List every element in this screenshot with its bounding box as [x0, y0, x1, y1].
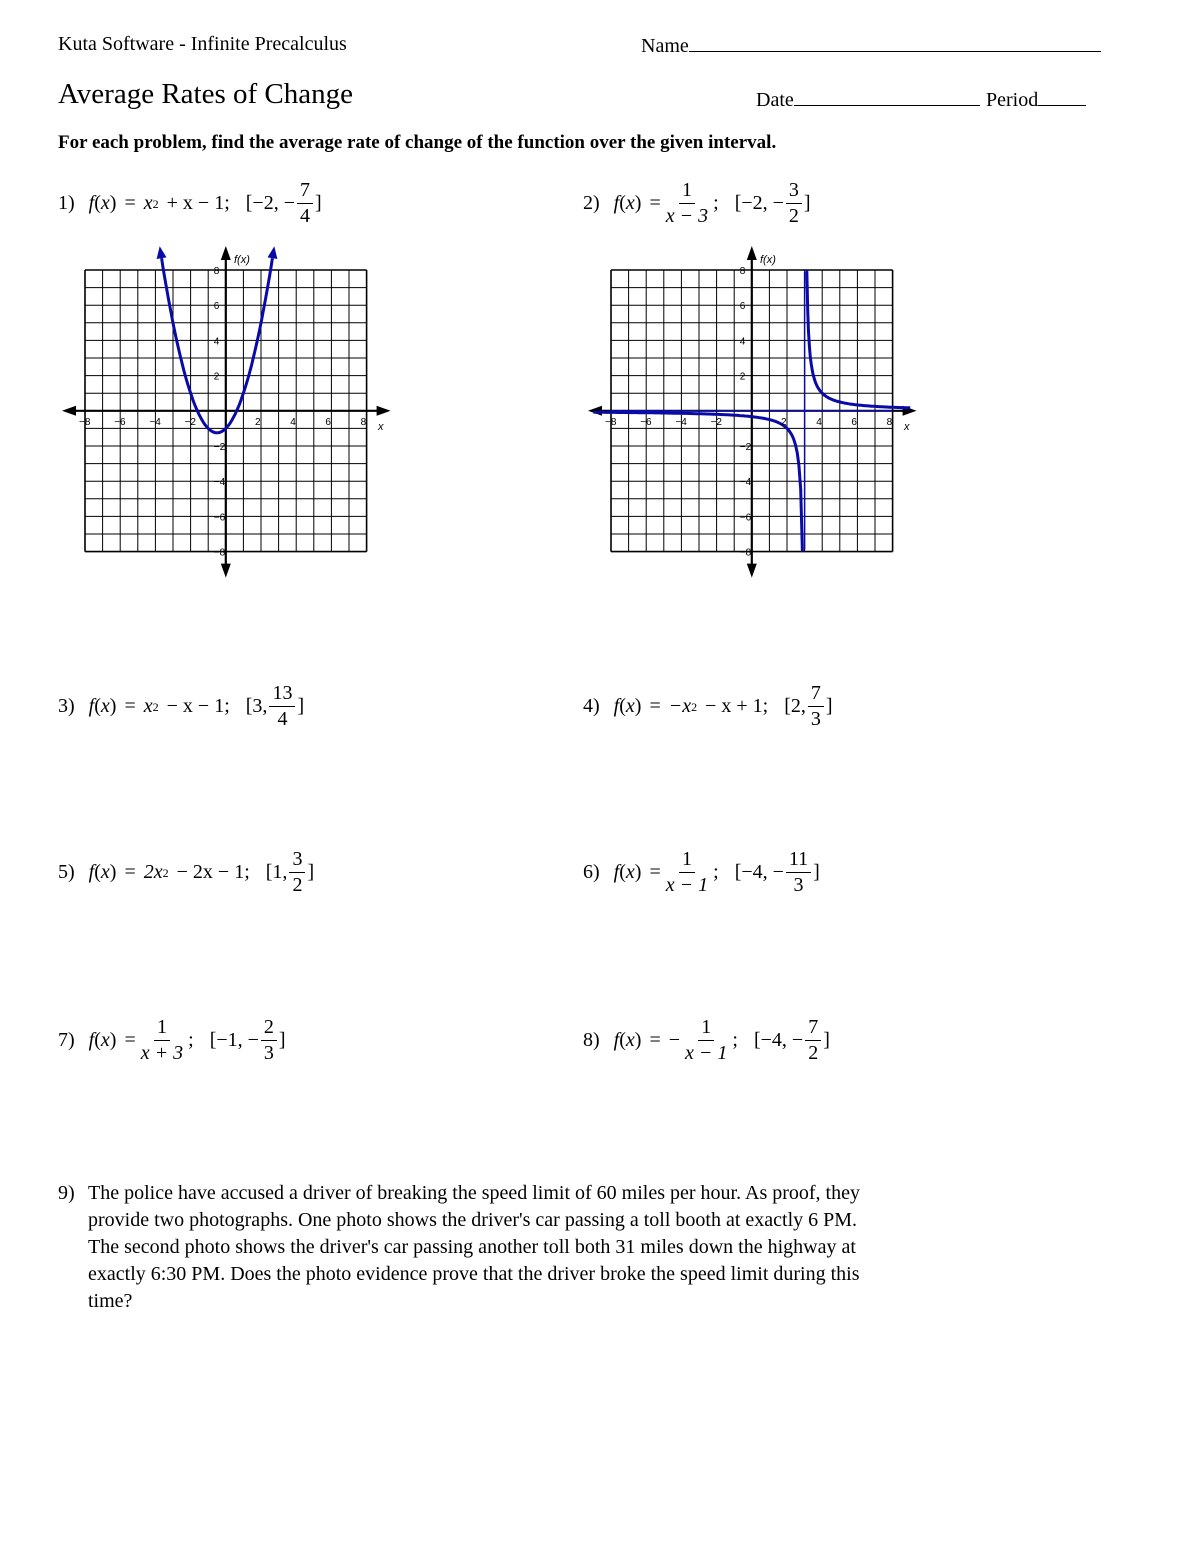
interval-fraction: $\frac{3}{2}$: [786, 180, 802, 227]
interval-fraction: $\frac{7}{2}$: [805, 1017, 821, 1064]
interval-open: [2,: [784, 695, 806, 717]
software-name: Kuta Software - Infinite Precalculus: [58, 33, 347, 55]
x-tick-label: 6: [325, 416, 331, 428]
interval-fraction: $\frac{2}{3}$: [261, 1017, 277, 1064]
function-fraction: $\frac{1}{x - 1}$: [685, 1016, 728, 1064]
tick-labels: [79, 266, 367, 559]
x-tick-label: −6: [114, 416, 126, 428]
problem-3: 3) f ( x ) = x 2 − x − 1; [3, $\frac{13}{4}$ ]: [58, 682, 305, 730]
x-axis-arrow-left: [588, 406, 602, 416]
term-rest: − 2x − 1;: [176, 861, 250, 883]
x-tick-label: 6: [851, 416, 857, 428]
function-fraction: $\frac{1}{x + 3}$: [140, 1016, 184, 1064]
function-variable: x: [625, 695, 635, 717]
interval-close: ]: [314, 192, 322, 214]
function-name: f: [613, 192, 620, 214]
term: −x: [668, 695, 692, 717]
term: x: [143, 695, 153, 717]
text-line: The police have accused a driver of breaking the speed limit of 60 miles per hour. As proof, they: [88, 1182, 860, 1204]
y-axis-arrow-up: [747, 246, 757, 260]
term: x: [143, 192, 153, 214]
x-tick-label: 2: [255, 416, 261, 428]
period-field[interactable]: [986, 87, 1086, 112]
negative-sign: −: [668, 1029, 681, 1051]
name-field[interactable]: [641, 33, 1101, 58]
function-variable: x: [625, 1029, 635, 1051]
function-variable: x: [100, 695, 110, 717]
page-title: Average Rates of Change: [58, 78, 353, 110]
x-tick-label: 8: [360, 416, 367, 428]
problem-1: 1) f ( x ) = x 2 + x − 1; [−2, − $\frac{7}{4}$ ]: [58, 179, 322, 227]
function-variable: x: [100, 1029, 110, 1051]
function-name: f: [613, 1029, 620, 1051]
problem-2: 2) f ( x ) = $\frac{1}{x - 3}$ ; [−2, − $\frac{3}{2}$ ]: [583, 179, 811, 227]
problem-number: 3): [58, 695, 75, 717]
hyperbola-left-branch: [593, 412, 802, 551]
y-tick-label: 2: [213, 371, 220, 383]
interval-close: ]: [825, 695, 833, 717]
y-axis-label: f(x): [760, 254, 776, 266]
date-field[interactable]: [756, 87, 980, 112]
graph-2: [586, 245, 921, 585]
date-blank[interactable]: [794, 87, 980, 106]
function-name: f: [613, 861, 620, 883]
y-tick-label: −8: [739, 547, 752, 559]
problem-number: 6): [583, 861, 600, 883]
y-tick-label: −2: [739, 442, 752, 453]
x-axis-label: x: [904, 421, 910, 433]
interval-open: [−2, −: [734, 192, 784, 214]
y-tick-label: 8: [739, 266, 746, 277]
name-blank[interactable]: [689, 33, 1101, 52]
problem-5: 5) f ( x ) = 2x 2 − 2x − 1; [1, $\frac{3}{2}$ ]: [58, 848, 315, 896]
interval-close: ]: [813, 861, 820, 883]
x-axis-label: x: [378, 421, 384, 433]
problem-number: 4): [583, 695, 600, 717]
curve-arrow: [157, 246, 167, 259]
problem-number: 2): [583, 192, 600, 214]
x-tick-label: 4: [816, 416, 822, 428]
name-label: Name: [641, 35, 689, 57]
y-tick-label: −4: [213, 477, 226, 489]
interval-close: ]: [297, 695, 305, 717]
function-name: f: [88, 192, 95, 214]
y-tick-label: −4: [739, 477, 752, 489]
term-rest: − x − 1;: [166, 695, 230, 717]
interval-close: ]: [278, 1029, 286, 1051]
date-label: Date: [756, 89, 794, 111]
x-axis-arrow-right: [377, 406, 391, 416]
y-tick-label: 4: [213, 336, 220, 348]
text-line: provide two photographs. One photo shows the driver's car passing a toll booth at exactly 6 PM.: [88, 1209, 858, 1231]
interval-fraction: $\frac{7}{3}$: [808, 683, 824, 730]
term-rest: + x − 1;: [166, 192, 230, 214]
problem-9-number: 9): [58, 1182, 75, 1204]
x-tick-label: 8: [886, 416, 893, 428]
function-variable: x: [625, 861, 635, 883]
problem-6: 6) f ( x ) = $\frac{1}{x - 1}$ ; [−4, − $\frac{11}{3}$ ]: [583, 848, 820, 896]
period-blank[interactable]: [1038, 87, 1086, 106]
problem-9-text: [88, 1180, 1088, 1315]
term: 2x: [143, 861, 163, 883]
function-variable: x: [100, 192, 110, 214]
x-tick-label: −2: [184, 416, 197, 428]
problem-8: 8) f ( x ) = − $\frac{1}{x - 1}$ ; [−4, − $\frac{7}{2}$ ]: [583, 1016, 830, 1064]
interval-open: [−4, −: [753, 1029, 804, 1051]
function-variable: x: [100, 861, 110, 883]
function-name: f: [88, 695, 95, 717]
x-tick-label: −8: [605, 416, 617, 428]
problem-4: 4) f ( x ) = −x 2 − x + 1; [2, $\frac{7}{3}$ ]: [583, 682, 833, 730]
y-tick-label: 8: [213, 266, 220, 277]
function-name: f: [88, 861, 95, 883]
interval-fraction: $\frac{3}{2}$: [289, 849, 305, 896]
y-tick-label: 6: [739, 301, 746, 313]
problem-number: 8): [583, 1029, 600, 1051]
y-tick-label: −6: [213, 512, 226, 524]
text-line: The second photo shows the driver's car passing another toll both 31 miles down the highway at: [88, 1236, 856, 1258]
interval-fraction: $\frac{7}{4}$: [297, 180, 313, 227]
interval-close: ]: [307, 861, 315, 883]
x-tick-label: −2: [710, 416, 723, 428]
x-axis-arrow-left: [62, 406, 76, 416]
y-tick-label: 6: [213, 301, 220, 313]
x-tick-label: −6: [640, 416, 652, 428]
y-tick-label: −2: [213, 442, 226, 453]
interval-open: [−1, −: [209, 1029, 259, 1051]
instructions: For each problem, find the average rate of change of the function over the given interval.: [58, 132, 777, 153]
x-tick-label: −4: [675, 416, 687, 428]
x-tick-label: −4: [149, 416, 161, 428]
problem-7: 7) f ( x ) = $\frac{1}{x + 3}$ ; [−1, − $\frac{2}{3}$ ]: [58, 1016, 286, 1064]
x-tick-label: −8: [79, 416, 91, 428]
interval-open: [−4, −: [734, 861, 784, 883]
function-name: f: [88, 1029, 95, 1051]
x-tick-label: 2: [781, 416, 787, 428]
term-rest: − x + 1;: [705, 695, 769, 717]
interval-close: ]: [803, 192, 811, 214]
problem-number: 5): [58, 861, 75, 883]
y-tick-label: −6: [739, 512, 752, 524]
y-axis-label: f(x): [234, 254, 250, 266]
text-line: exactly 6:30 PM. Does the photo evidence prove that the driver broke the speed limit during this: [88, 1263, 860, 1285]
interval-open: [3,: [245, 695, 268, 717]
interval-fraction: $\frac{13}{4}$: [269, 683, 295, 730]
y-axis-arrow-down: [747, 564, 757, 578]
problem-number: 7): [58, 1029, 75, 1051]
y-tick-label: 2: [739, 371, 746, 383]
function-fraction: $\frac{1}{x - 1}$: [665, 848, 709, 896]
y-axis-arrow-up: [221, 246, 231, 260]
y-axis-arrow-down: [221, 564, 231, 578]
problem-number: 1): [58, 192, 75, 214]
x-tick-label: 4: [290, 416, 296, 428]
interval-open: [−2, −: [245, 192, 295, 214]
function-variable: x: [625, 192, 635, 214]
text-line: time?: [88, 1290, 133, 1312]
graph-1: [60, 245, 395, 585]
axes: [62, 246, 391, 578]
period-label: Period: [986, 89, 1039, 111]
interval-close: ]: [823, 1029, 830, 1051]
curve-arrow: [268, 246, 278, 259]
interval-fraction: $\frac{11}{3}$: [786, 849, 811, 896]
interval-open: [1,: [265, 861, 288, 883]
y-tick-label: −8: [213, 547, 226, 559]
function-fraction: $\frac{1}{x - 3}$: [665, 179, 709, 227]
function-name: f: [613, 695, 620, 717]
y-tick-label: 4: [739, 336, 746, 348]
